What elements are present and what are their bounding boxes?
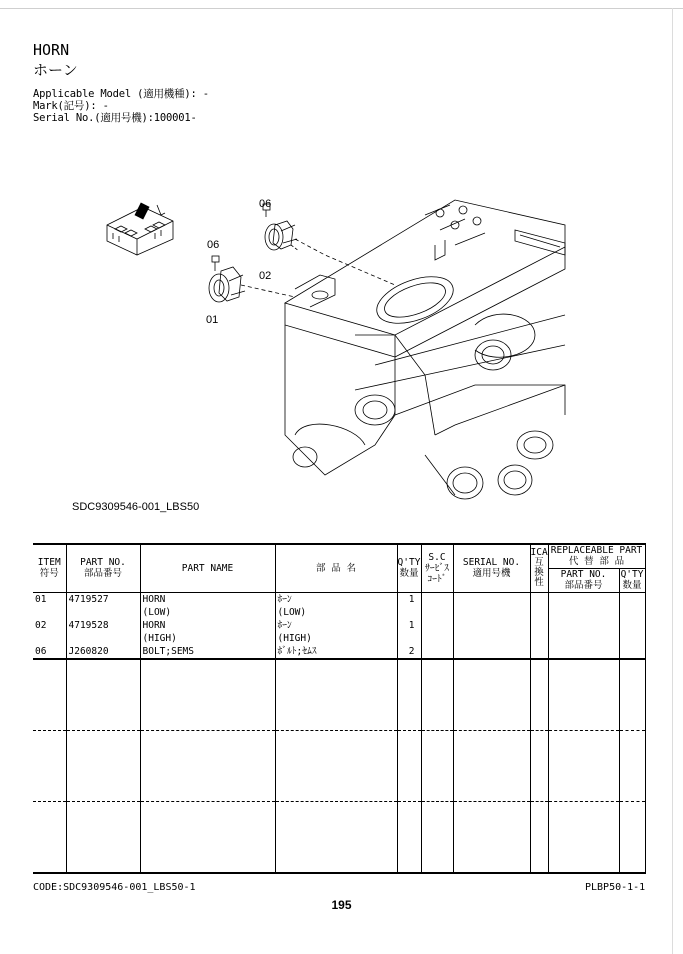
callout-02: 02 (259, 270, 272, 282)
page-right-border (672, 8, 673, 954)
applicable-model: Applicable Model (適用機種): - (33, 88, 209, 100)
locator-thumbnail (107, 203, 173, 255)
page-title: HORN (33, 41, 70, 59)
page-top-border (0, 8, 683, 9)
cell-part-no: J260820 (66, 645, 140, 659)
cell-item: 01 (33, 592, 66, 606)
header-replaceable-part: REPLACEABLE PART 代 替 部 品 (548, 544, 645, 568)
cell-part-no: 4719527 (66, 592, 140, 606)
cell-item: 02 (33, 619, 66, 632)
horn-high-part (263, 204, 395, 285)
cell-part-name-jp: ﾎｰﾝ (275, 592, 397, 606)
header-ica: ICA 互 換 性 (530, 544, 548, 592)
table-row (33, 592, 645, 606)
horn-low-part (209, 256, 295, 302)
cell-part-name: HORN (140, 592, 275, 606)
header-serial-no: SERIAL NO. 適用号機 (453, 544, 530, 592)
parts-table (33, 543, 646, 874)
footer-code: CODE:SDC9309546-001_LBS50-1 (33, 882, 196, 893)
cell-part-name-sub: (HIGH) (140, 632, 275, 645)
footer-reference: PLBP50-1-1 (585, 882, 646, 893)
mark: Mark(記号): - (33, 100, 109, 112)
cell-part-no: 4719528 (66, 619, 140, 632)
empty-row (33, 730, 645, 801)
cell-part-name: BOLT;SEMS (140, 645, 275, 659)
empty-row (33, 659, 645, 731)
machine-frame (285, 200, 565, 499)
cell-part-name-sub: (LOW) (140, 606, 275, 619)
cell-qty: 1 (397, 619, 421, 632)
cell-part-name-jp: ﾎｰﾝ (275, 619, 397, 632)
header-rep-part-no: PART NO. 部品番号 (548, 568, 619, 592)
header-item: ITEM 符号 (33, 544, 66, 592)
empty-row (33, 801, 645, 873)
cell-qty: 1 (397, 592, 421, 606)
table-row (33, 619, 645, 632)
cell-part-name-jp: ﾎﾞﾙﾄ;ｾﾑｽ (275, 645, 397, 659)
cell-qty: 2 (397, 645, 421, 659)
table-row-continuation (33, 606, 645, 619)
parts-illustration (95, 185, 595, 505)
illustration-code: SDC9309546-001_LBS50 (72, 501, 200, 513)
cell-part-name-jp-sub: (LOW) (275, 606, 397, 619)
callout-01: 01 (206, 314, 219, 326)
cell-part-name-jp-sub: (HIGH) (275, 632, 397, 645)
callout-06-lower: 06 (207, 239, 220, 251)
header-part-name: PART NAME (140, 544, 275, 592)
page-number: 195 (331, 898, 352, 912)
cell-item: 06 (33, 645, 66, 659)
header-part-no: PART NO. 部品番号 (66, 544, 140, 592)
cell-part-name: HORN (140, 619, 275, 632)
callout-06-upper: 06 (259, 198, 272, 210)
table-row (33, 645, 645, 659)
header-service-code: S.C ｻｰﾋﾞｽ ｺｰﾄﾞ (421, 544, 453, 592)
header-qty: Q'TY 数量 (397, 544, 421, 592)
header-rep-qty: Q'TY 数量 (620, 569, 644, 591)
table-row-continuation (33, 632, 645, 645)
page-title-japanese: ホーン (33, 61, 78, 79)
serial-number: Serial No.(適用号機):100001- (33, 112, 197, 124)
header-part-name-jp: 部 品 名 (275, 544, 397, 592)
